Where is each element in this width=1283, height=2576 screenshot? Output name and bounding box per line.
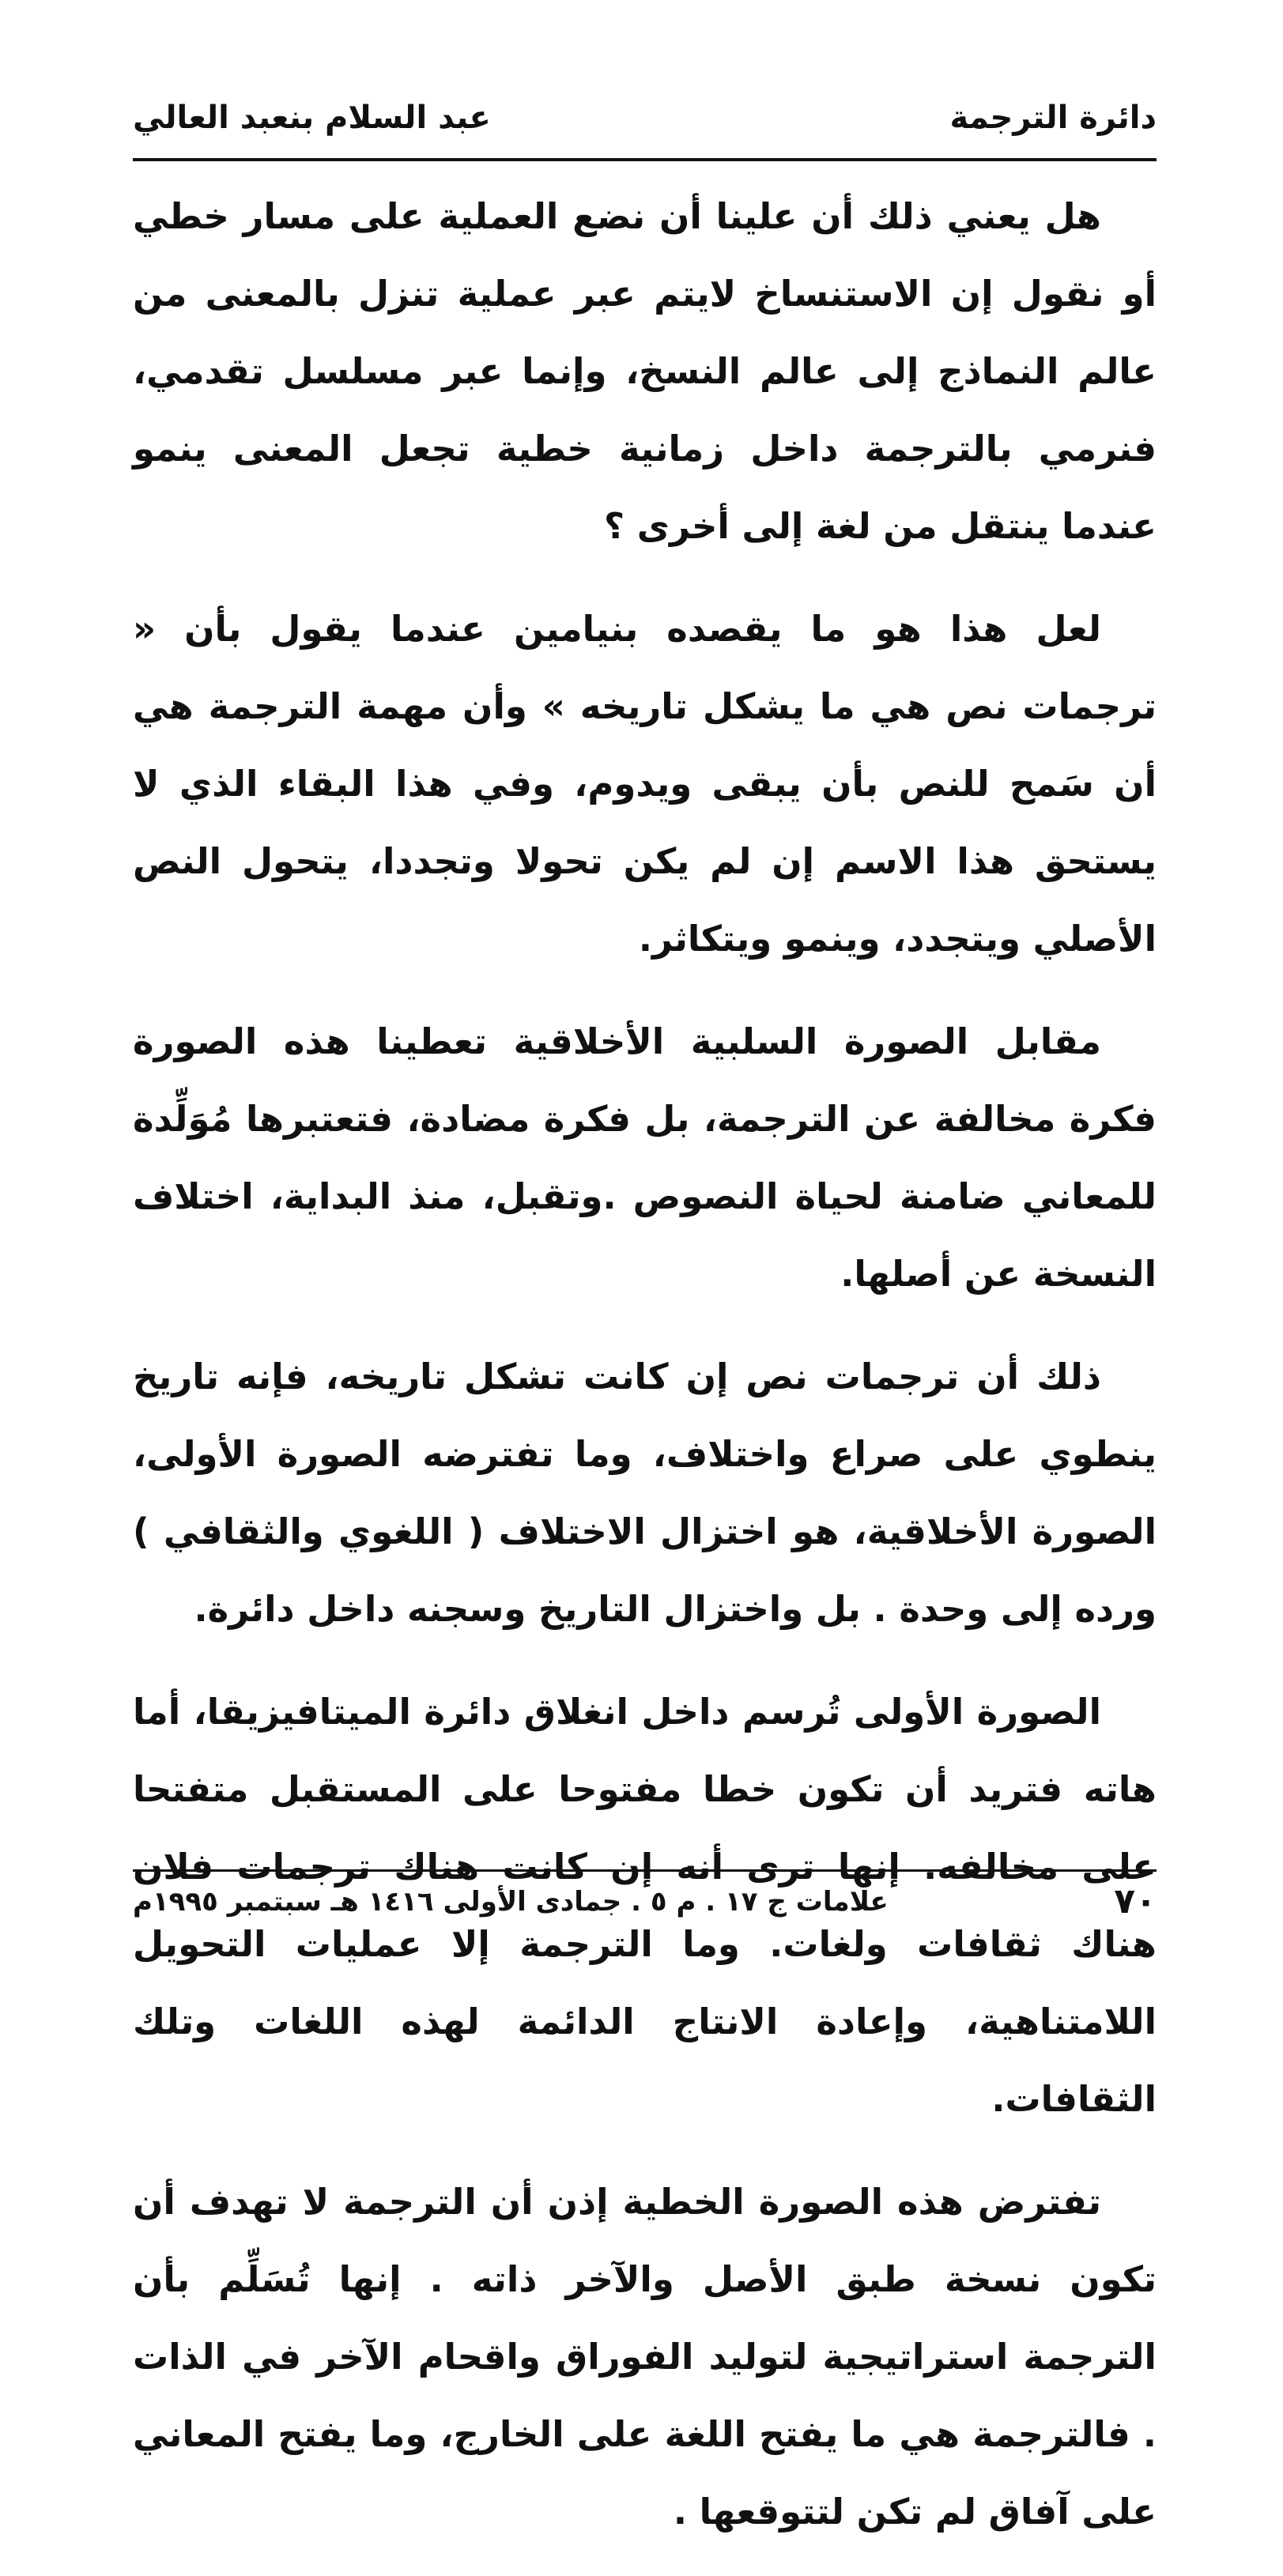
author-name: عبد السلام بنعبد العالي xyxy=(133,100,491,136)
page-number: ٧٠ xyxy=(1114,1881,1157,1922)
section-title: دائرة الترجمة xyxy=(949,100,1157,136)
running-footer xyxy=(133,1881,1157,1929)
body-text xyxy=(133,178,1157,2576)
journal-citation: علامات ج ١٧ . م ٥ . جمادى الأولى ١٤١٦ هـ سبتمبر ١٩٩٥م xyxy=(133,1886,889,1918)
running-header xyxy=(133,95,1157,161)
paragraph-4: ذلك أن ترجمات نص إن كانت تشكل تاريخه، فإنه تاريخ ينطوي على صراع واختلاف، وما تفترضه الصورة الأولى، الصورة الأخلاقية، هو اختزال الاختلاف ( اللغوي والثقافي ) ورده إلى وحدة . بل واختزال التاريخ وسجنه داخل دائرة. xyxy=(133,1356,1157,1630)
document-page xyxy=(133,0,1157,2533)
paragraph-2: لعل هذا هو ما يقصده بنيامين عندما يقول بأن « ترجمات نص هي ما يشكل تاريخه » وأن مهمة الترجمة هي أن سَمح للنص بأن يبقى ويدوم، وفي هذا البقاء الذي لا يستحق هذا الاسم إن لم يكن تحولا وتجددا، يتحول النص الأصلي ويتجدد، وينمو ويتكاثر. xyxy=(133,608,1157,960)
paragraph-3: مقابل الصورة السلبية الأخلاقية تعطينا هذه الصورة فكرة مخالفة عن الترجمة، بل فكرة مضادة، فتعتبرها مُوَلِّدة للمعاني ضامنة لحياة النصوص .وتقبل، منذ البداية، اختلاف النسخة عن أصلها. xyxy=(133,1020,1157,1295)
paragraph-6: تفترض هذه الصورة الخطية إذن أن الترجمة لا تهدف أن تكون نسخة طبق الأصل والآخر ذاته . إنها تُسَلِّم بأن الترجمة استراتيجية لتوليد الفوراق واقحام الآخر في الذات . فالترجمة هي ما يفتح اللغة على الخارج، وما يفتح المعاني على آفاق لم تكن لتتوقعها . xyxy=(133,2181,1157,2533)
footer-divider xyxy=(133,1869,1157,1872)
paragraph-1: هل يعني ذلك أن علينا أن نضع العملية على مسار خطي أو نقول إن الاستنساخ لايتم عبر عملية تنزل بالمعنى من عالم النماذج إلى عالم النسخ، وإنما عبر مسلسل تقدمي، فنرمي بالترجمة داخل زمانية خطية تجعل المعنى ينمو عندما ينتقل من لغة إلى أخرى ؟ xyxy=(133,195,1157,547)
paragraph-5: الصورة الأولى تُرسم داخل انغلاق دائرة الميتافيزيقا، أما هاته فتريد أن تكون خطا مفتوحا على المستقبل متفتحا على مخالفه. إنها ترى أنه إن كانت هناك ترجمات فلان هناك ثقافات ولغات. وما الترجمة إلا عمليات التحويل اللامتناهية، وإعادة الانتاج الدائمة لهذه اللغات وتلك الثقافات. xyxy=(133,1691,1157,2120)
